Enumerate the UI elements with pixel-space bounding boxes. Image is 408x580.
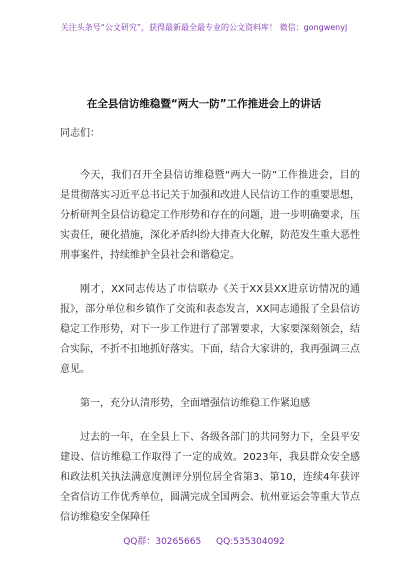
promo-banner: 关注头条号“公文研究”，获得最新最全最专业的公文资料库！ 微信：gongwenyj	[60, 23, 348, 32]
greeting: 同志们：	[60, 128, 100, 139]
paragraph: 过去的一年，在全县上下、各级各部门的共同努力下，全县平安建设、信访维稳工作取得了一定的成效。2023年，我县群众安全感和政法机关执法满意度测评分别位居全省第3、第10，连续4年获评全省信访工作优秀单位，圆满完成全国两会、杭州亚运会等重大节点信访维稳安全保障任	[60, 432, 360, 523]
paragraph: 刚才，XX同志传达了市信联办《关于XX县XX进京访情况的通报》，部分单位和乡镇作了交流和表态发言，XX同志通报了全县信访稳定工作形势，对下一步工作进行了部署要求，大家要深刻领会，结合实际，不折不扣地抓好落实。下面，结合大家讲的，我再强调三点意见。	[60, 284, 360, 375]
qq-number: QQ:535304092	[216, 537, 285, 547]
document-title: 在全县信访维稳暨“两大一防”工作推进会上的讲话	[86, 98, 322, 110]
qq-group: QQ群：30265665	[123, 537, 202, 547]
contact-footer	[0, 534, 408, 547]
section-heading: 第一，充分认清形势，全面增强信访维稳工作紧迫感	[80, 398, 310, 409]
document-body	[60, 124, 360, 542]
paragraph: 今天，我们召开全县信访维稳暨“两大一防”工作推进会，目的是贯彻落实习近平总书记关于加强和改进人民信访工作的重要思想，分析研判全县信访稳定工作形势和存在的问题，进一步明确要求，压实责任，硬化措施，深化矛盾纠纷大排查大化解，防范发生重大恶性刑事案件，持续维护全县社会和谐稳定。	[60, 170, 360, 261]
